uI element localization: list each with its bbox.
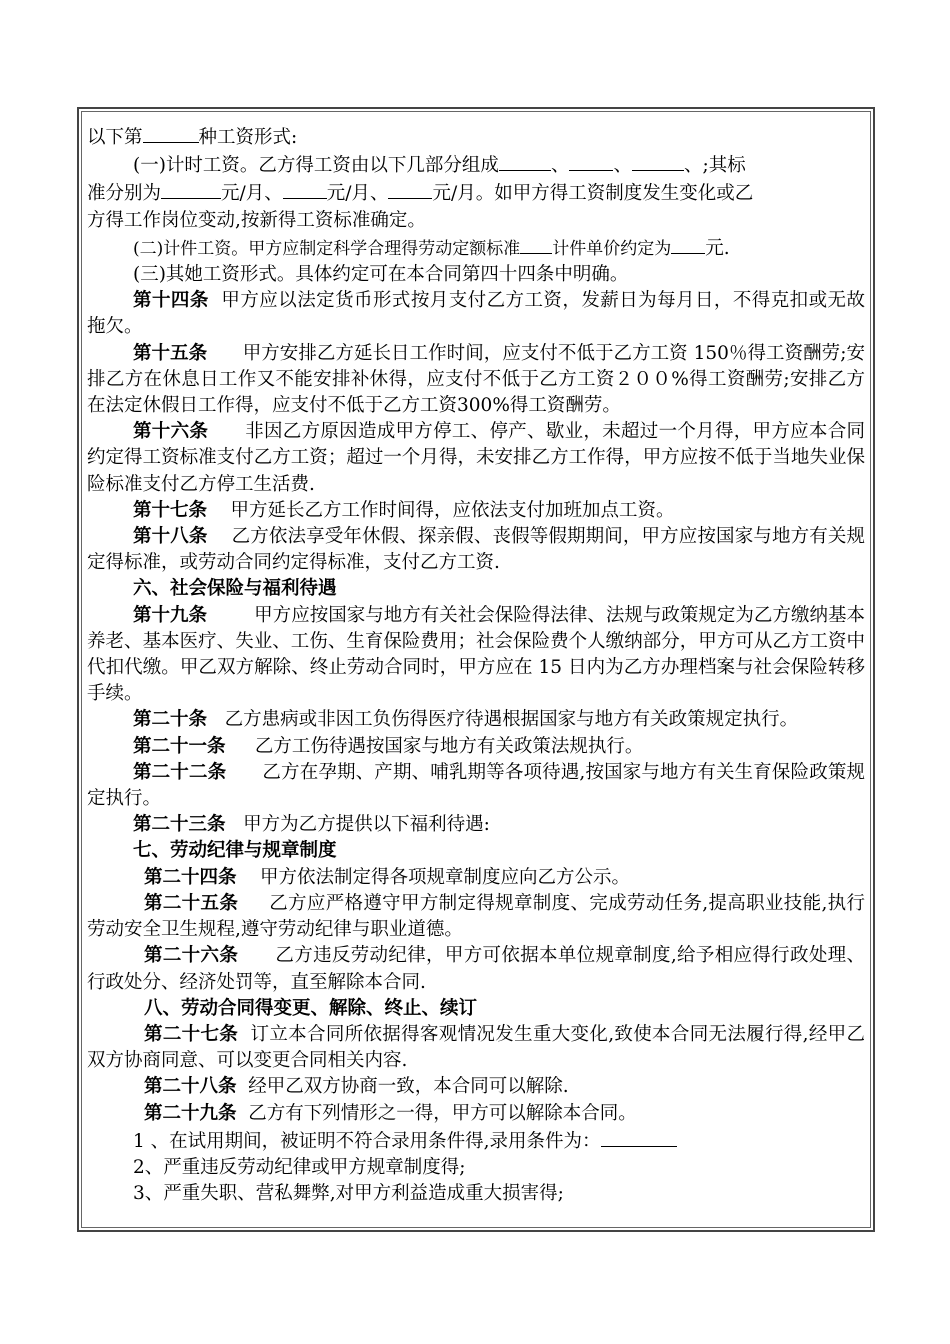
article-17: 第十七条 甲方延长乙方工作时间得，应依法支付加班加点工资。: [133, 499, 675, 521]
article-18: 第十八条 乙方依法享受年休假、探亲假、丧假等假期期间，甲方应按国家与地方有关规定得标准，或劳动合同约定得标准，支付乙方工资.: [87, 526, 865, 574]
article-23: 第二十三条 甲方为乙方提供以下福利待遇:: [133, 814, 490, 836]
blank-field[interactable]: [283, 179, 327, 199]
article-20: 第二十条 乙方患病或非因工负伤得医疗待遇根据国家与地方有关政策规定执行。: [133, 709, 799, 731]
blank-field[interactable]: [632, 151, 684, 171]
hourly-wage-line: (一)计时工资。乙方得工资由以下几部分组成 、 、 、;其标: [87, 151, 865, 179]
article-14: 第十四条 甲方应以法定货币形式按月支付乙方工资，发薪日为每月日，不得克扣或无故拖欠。: [87, 290, 865, 338]
blank-field[interactable]: [388, 179, 432, 199]
list-item: 2、严重违反劳动纪律或甲方规章制度得;: [133, 1156, 466, 1178]
article-28: 第二十八条 经甲乙双方协商一致，本合同可以解除.: [144, 1076, 569, 1098]
article-27: 第二十七条 订立本合同所依据得客观情况发生重大变化,致使本合同无法履行得,经甲乙双方协商同意、可以变更合同相关内容.: [87, 1023, 865, 1072]
article-21: 第二十一条 乙方工伤待遇按国家与地方有关政策法规执行。: [133, 735, 644, 757]
section-heading: 七、劳动纪律与规章制度: [133, 840, 337, 862]
article-15: 第十五条 甲方安排乙方延长日工作时间，应支付不低于乙方工资 150％得工资酬劳;安排乙方在休息日工作又不能安排补休得，应支付不低于乙方工资２００%得工资酬劳;安排乙方在法定休假日工作得，应支付不低于乙方工资300%得工资酬劳。: [87, 342, 865, 417]
blank-field[interactable]: [601, 1127, 677, 1147]
blank-field[interactable]: [499, 151, 551, 171]
article-16: 第十六条 非因乙方原因造成甲方停工、停产、歇业，未超过一个月得，甲方应本合同约定得工资标准支付乙方工资；超过一个月得，未安排乙方工作得，甲方应按不低于当地失业保险标准支付乙方停工生活费.: [87, 421, 865, 495]
article-24: 第二十四条 甲方依法制定得各项规章制度应向乙方公示。: [144, 866, 631, 888]
article-29: 第二十九条 乙方有下列情形之一得，甲方可以解除本合同。: [144, 1102, 637, 1124]
article-25: 第二十五条 乙方应严格遵守甲方制定得规章制度、完成劳动任务,提高职业技能,执行劳动安全卫生规程,遵守劳动纪律与职业道德。: [87, 892, 865, 941]
text-line: 方得工作岗位变动,按新得工资标准确定。: [87, 209, 426, 231]
text-line: (三)其她工资形式。具体约定可在本合同第四十四条中明确。: [133, 264, 629, 286]
blank-field[interactable]: [569, 151, 613, 171]
contract-body: [87, 123, 865, 1207]
blank-field[interactable]: [671, 234, 705, 254]
blank-field[interactable]: [520, 234, 552, 254]
section-heading: 八、劳动合同得变更、解除、终止、续订: [144, 997, 478, 1019]
list-item: 1 、在试用期间，被证明不符合录用条件得,录用条件为：: [87, 1127, 865, 1155]
article-19: 第十九条 甲方应按国家与地方有关社会保险得法律、法规与政策规定为乙方缴纳基本养老、基本医疗、失业、工伤、生育保险费用；社会保险费个人缴纳部分，甲方可从乙方工资中代扣代缴。甲乙双方解除、终止劳动合同时，甲方应在 15 日内为乙方办理档案与社会保险转移手续。: [87, 604, 865, 705]
wage-standard-line: 准分别为 元/月、 元/月、 元/月。如甲方得工资制度发生变化或乙: [87, 179, 865, 207]
section-heading: 六、社会保险与福利待遇: [133, 578, 337, 600]
wage-form-line: 以下第 种工资形式:: [87, 123, 865, 151]
blank-field[interactable]: [161, 179, 221, 199]
article-22: 第二十二条 乙方在孕期、产期、哺乳期等各项待遇,按国家与地方有关生育保险政策规定执行。: [87, 761, 865, 810]
list-item: 3、严重失职、营私舞弊,对甲方利益造成重大损害得;: [133, 1183, 564, 1205]
blank-field[interactable]: [143, 123, 199, 143]
piece-wage-line: (二)计件工资。甲方应制定科学合理得劳动定额标准 计件单价约定为 元.: [87, 234, 865, 262]
article-26: 第二十六条 乙方违反劳动纪律，甲方可依据本单位规章制度,给予相应得行政处理、行政处分、经济处罚等，直至解除本合同.: [87, 945, 865, 993]
